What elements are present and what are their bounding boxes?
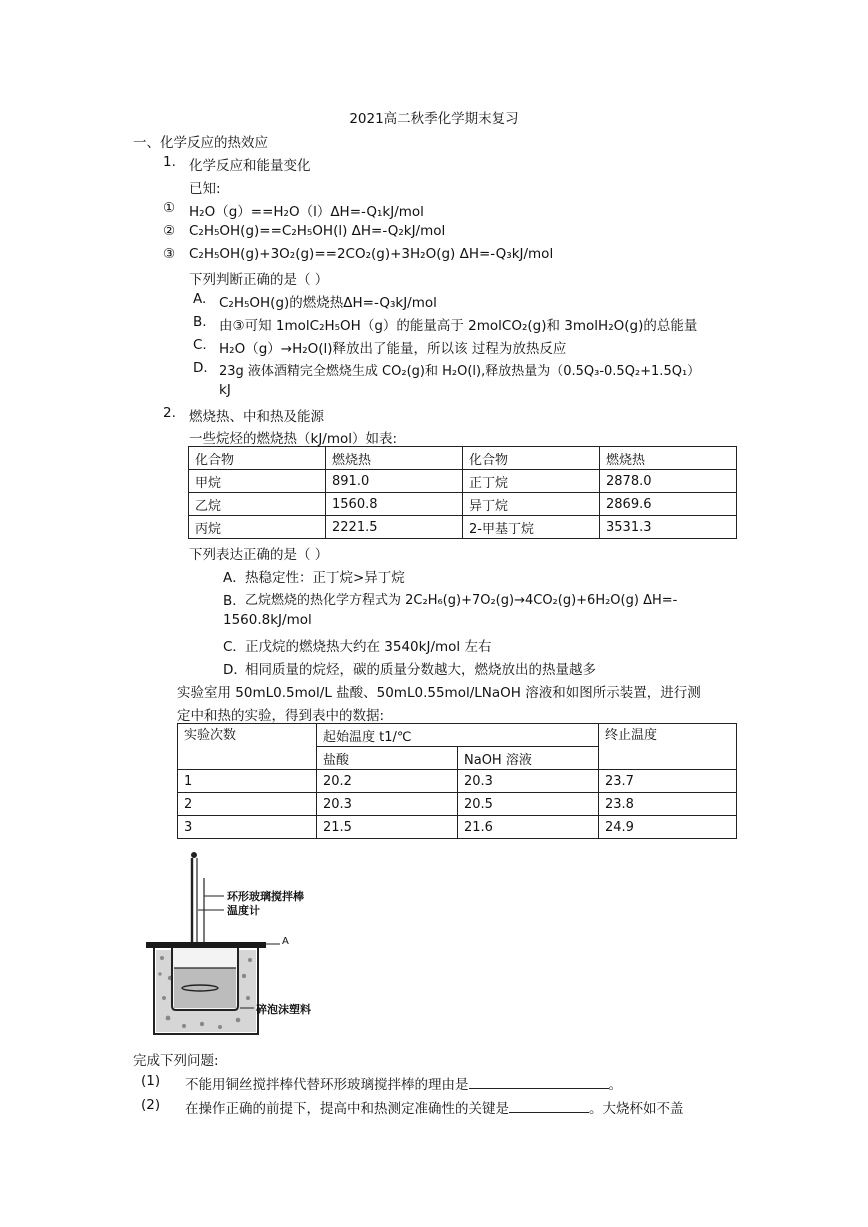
table-cell: 正丁烷 — [463, 470, 600, 493]
section-heading: 一、化学反应的热效应 — [133, 135, 268, 151]
q2-option-a-label: A． — [223, 570, 246, 586]
q1-option-a-label: A. — [193, 291, 207, 307]
q2-option-b: 乙烷燃烧的热化学方程式为 2C₂H₆(g)+7O₂(g)→4CO₂(g)+6H₂O(g) ΔH=- — [245, 593, 678, 608]
header-cell: 终止温度 — [599, 724, 737, 770]
table-header-row — [189, 447, 737, 470]
experiment-text-2: 定中和热的实验，得到表中的数据: — [177, 708, 385, 724]
q1-option-c-label: C. — [193, 337, 207, 353]
label-a: A — [282, 936, 289, 947]
q1-prompt: 下列判断正确的是（ ） — [189, 272, 329, 288]
q1-heading: 化学反应和能量变化 — [189, 158, 311, 174]
table-cell: 20.3 — [458, 770, 599, 793]
question-2-text: 在操作正确的前提下，提高中和热测定准确性的关键是 — [185, 1101, 509, 1117]
q2-option-b-cont: 1560.8kJ/mol — [223, 612, 312, 628]
table-cell: 2-甲基丁烷 — [463, 516, 600, 539]
header-cell: 实验次数 — [178, 724, 317, 770]
q2-option-a: 热稳定性：正丁烷>异丁烷 — [245, 570, 405, 586]
q2-option-c: 正戊烷的燃烧热大约在 3540kJ/mol 左右 — [245, 639, 492, 655]
eq1-marker: ① — [163, 200, 176, 216]
table-cell: 21.5 — [317, 816, 458, 839]
label-stirrer: 环形玻璃搅拌棒 — [227, 890, 304, 903]
table-intro: 一些烷烃的燃烧热（kJ/mol）如表: — [189, 431, 398, 447]
q2-option-b-label: B． — [223, 593, 246, 609]
answer-blank-1[interactable] — [469, 1076, 609, 1089]
header-cell: 燃烧热 — [600, 447, 737, 470]
table-cell: 23.7 — [599, 770, 737, 793]
q1-number: 1. — [163, 154, 176, 170]
header-cell: 起始温度 t1/℃ — [317, 724, 599, 747]
q1-given: 已知: — [189, 181, 221, 197]
table-cell: 2221.5 — [326, 516, 463, 539]
page-title: 2021高二秋季化学期末复习 — [349, 111, 519, 127]
table-cell: 1 — [178, 770, 317, 793]
combustion-heat-table — [188, 446, 737, 539]
q1-option-d-label: D. — [193, 360, 208, 376]
table-cell: 丙烷 — [189, 516, 326, 539]
calorimeter-diagram — [140, 848, 370, 1040]
table-cell: 20.3 — [317, 793, 458, 816]
table-row — [178, 816, 737, 839]
table-cell: 20.5 — [458, 793, 599, 816]
table-cell: 24.9 — [599, 816, 737, 839]
experiment-text-1: 实验室用 50mL0.5mol/L 盐酸、50mL0.55mol/LNaOH 溶液和如图所示装置，进行测 — [177, 685, 701, 701]
q2-option-d: 相同质量的烷烃，碳的质量分数越大，燃烧放出的热量越多 — [245, 662, 596, 678]
q1-option-d-cont: kJ — [219, 382, 231, 398]
table-cell: 891.0 — [326, 470, 463, 493]
q2-option-d-label: D． — [223, 662, 247, 678]
q1-option-b: 由③可知 1molC₂H₅OH（g）的能量高于 2molCO₂(g)和 3molH₂O(g)的总能量 — [219, 318, 698, 334]
q2-heading: 燃烧热、中和热及能源 — [189, 409, 324, 425]
table-row — [189, 516, 737, 539]
label-foam: 碎泡沫塑料 — [256, 1003, 311, 1016]
table-cell: 23.8 — [599, 793, 737, 816]
header-cell: NaOH 溶液 — [458, 747, 599, 770]
question-2-number: (2) — [141, 1097, 161, 1113]
q1-option-d: 23g 液体酒精完全燃烧生成 CO₂(g)和 H₂O(l),释放热量为（0.5Q₃-0.5Q₂+1.5Q₁） — [219, 364, 701, 379]
q2-option-c-label: C． — [223, 639, 246, 655]
q2-number: 2. — [163, 405, 176, 421]
table-cell: 2869.6 — [600, 493, 737, 516]
question-1 — [185, 1073, 622, 1093]
header-cell: 盐酸 — [317, 747, 458, 770]
table-row — [189, 493, 737, 516]
question-2 — [185, 1097, 684, 1117]
table-cell: 2878.0 — [600, 470, 737, 493]
eq2-marker: ② — [163, 223, 176, 239]
table-row — [178, 770, 737, 793]
table-cell: 20.2 — [317, 770, 458, 793]
table-cell: 乙烷 — [189, 493, 326, 516]
table-cell: 3531.3 — [600, 516, 737, 539]
question-1-end: 。 — [608, 1077, 622, 1093]
answer-blank-2[interactable] — [509, 1100, 589, 1113]
table-row — [178, 793, 737, 816]
q1-option-a: C₂H₅OH(g)的燃烧热ΔH=-Q₃kJ/mol — [219, 295, 437, 311]
table-header-row — [178, 724, 737, 747]
header-cell: 化合物 — [463, 447, 600, 470]
question-1-number: (1) — [141, 1073, 161, 1089]
table-cell: 异丁烷 — [463, 493, 600, 516]
q2-prompt: 下列表达正确的是（ ） — [189, 547, 329, 563]
table-row — [189, 470, 737, 493]
header-cell: 化合物 — [189, 447, 326, 470]
question-2-end: 。大烧杯如不盖 — [589, 1101, 684, 1117]
eq3-marker: ③ — [163, 246, 176, 262]
label-thermometer: 温度计 — [227, 904, 260, 917]
q1-option-b-label: B. — [193, 314, 207, 330]
equation-2: C₂H₅OH(g)==C₂H₅OH(l) ΔH=-Q₂kJ/mol — [189, 223, 446, 239]
table-cell: 3 — [178, 816, 317, 839]
complete-heading: 完成下列问题: — [133, 1053, 219, 1069]
equation-3: C₂H₅OH(g)+3O₂(g)==2CO₂(g)+3H₂O(g) ΔH=-Q₃kJ/mol — [189, 246, 554, 262]
table-cell: 1560.8 — [326, 493, 463, 516]
table-cell: 甲烷 — [189, 470, 326, 493]
table-cell: 21.6 — [458, 816, 599, 839]
equation-1: H₂O（g）==H₂O（l）ΔH=-Q₁kJ/mol — [189, 204, 424, 220]
question-1-text: 不能用铜丝搅拌棒代替环形玻璃搅拌棒的理由是 — [185, 1077, 469, 1093]
table-cell: 2 — [178, 793, 317, 816]
header-cell: 燃烧热 — [326, 447, 463, 470]
experiment-table — [177, 723, 737, 839]
q1-option-c: H₂O（g）→H₂O(l)释放出了能量，所以该 过程为放热反应 — [219, 341, 567, 357]
